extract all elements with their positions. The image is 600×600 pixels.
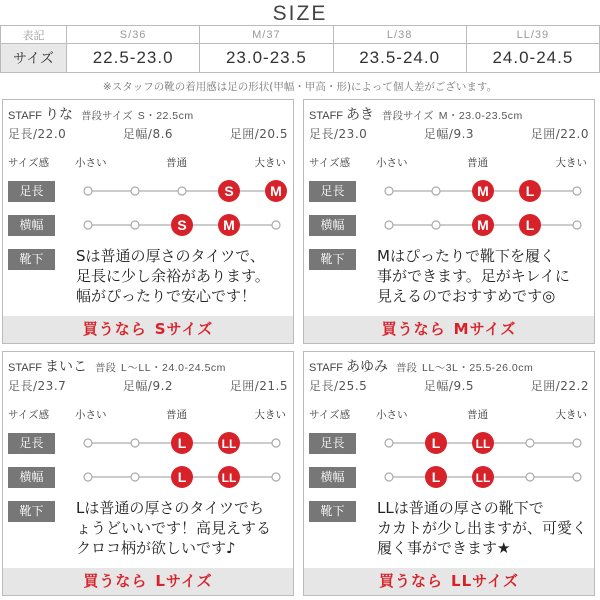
width-tag: 横幅 xyxy=(309,215,356,236)
size-title: SIZE xyxy=(272,2,328,25)
buy-label: 買うなら xyxy=(83,572,148,590)
scale-dot xyxy=(84,187,92,195)
scale-dot xyxy=(385,187,393,195)
comment-line: Lは普通の厚さのタイツでち xyxy=(76,499,265,517)
scale-normal-label: 普通 xyxy=(166,157,187,169)
staff-info xyxy=(309,104,589,122)
staff-name: まいこ xyxy=(45,359,88,375)
comment-line: ょうどいいです！高見えする xyxy=(76,519,272,537)
width-fit-row xyxy=(8,465,290,489)
size-notation-row xyxy=(1,26,600,44)
scale-dot xyxy=(385,221,393,229)
staff-comment xyxy=(377,246,591,306)
scale-big-label: 大きい xyxy=(555,157,587,169)
width-fit-row xyxy=(8,213,290,237)
recommendation-footer xyxy=(304,316,594,343)
staff-tag: STAFF xyxy=(8,110,43,122)
width-fit-scale xyxy=(379,465,589,489)
usual-size-value: L〜LL・24.0-24.5cm xyxy=(121,362,226,374)
width-tag: 横幅 xyxy=(8,215,55,236)
scale-dot xyxy=(84,473,92,481)
comment-line: 見えるのでおすすめです◎ xyxy=(377,287,556,305)
usual-size-value: M・23.0-23.5cm xyxy=(438,110,523,122)
foot-width: 足幅/8.6 xyxy=(122,127,174,141)
range-cell: 24.0-24.5 xyxy=(466,44,599,73)
foot-length: 足長/25.5 xyxy=(309,379,368,393)
scale-dot xyxy=(526,473,534,481)
comment-line: LLは普通の厚さの靴下で xyxy=(377,499,544,517)
scale-title: サイズ感 xyxy=(8,409,50,421)
scale-dot xyxy=(432,221,440,229)
size-marker-label: M xyxy=(270,183,282,199)
scale-dot xyxy=(272,221,280,229)
notation-cell: LL/39 xyxy=(466,26,599,44)
scale-big-label: 大きい xyxy=(254,157,286,169)
size-marker-label: LL xyxy=(475,437,491,451)
notation-label: 表記 xyxy=(1,26,67,44)
foot-width: 足幅/9.5 xyxy=(423,379,475,393)
foot-measurements xyxy=(8,377,288,393)
scale-small-label: 小さい xyxy=(75,157,107,169)
scale-header xyxy=(309,407,591,423)
fit-note: ※スタッフの靴の着用感は足の形状(甲幅・甲高・形)によって個人差がございます。 xyxy=(102,81,498,93)
scale-title: サイズ感 xyxy=(8,157,50,169)
scale-dot xyxy=(131,473,139,481)
scale-dot xyxy=(432,187,440,195)
scale-small-label: 小さい xyxy=(376,157,408,169)
length-fit-scale xyxy=(78,431,288,455)
size-marker-label: LL xyxy=(221,437,237,451)
buy-size: LLサイズ xyxy=(451,572,519,590)
shoe-tag: 靴下 xyxy=(8,501,55,522)
notation-cell: S/36 xyxy=(67,26,200,44)
scale-dot xyxy=(272,473,280,481)
foot-width: 足幅/9.3 xyxy=(423,127,475,141)
comment-line: カカトが少し出ますが、可愛く xyxy=(377,519,588,537)
width-fit-scale xyxy=(379,213,589,237)
scale-dot xyxy=(84,439,92,447)
foot-measurements xyxy=(309,377,589,393)
size-marker-label: M xyxy=(223,217,235,233)
staff-info xyxy=(8,104,288,122)
shoe-tag: 靴下 xyxy=(309,249,356,270)
staff-card xyxy=(303,99,595,344)
staff-tag: STAFF xyxy=(309,110,344,122)
length-fit-row xyxy=(8,431,290,455)
scale-dot xyxy=(84,221,92,229)
comment-line: 幅がぴったりで安心です！ xyxy=(76,287,257,305)
scale-header xyxy=(309,155,591,171)
staff-name: りな xyxy=(45,107,74,123)
buy-label: 買うなら xyxy=(82,320,147,338)
scale-small-label: 小さい xyxy=(376,409,408,421)
size-marker-label: M xyxy=(477,183,489,199)
scale-dot xyxy=(131,439,139,447)
width-fit-row xyxy=(309,465,591,489)
usual-size-label: 普段 xyxy=(95,362,117,374)
size-label: サイズ xyxy=(1,44,67,73)
shoe-tag: 靴下 xyxy=(8,249,55,270)
comment-line: 履く事ができます★ xyxy=(377,539,511,557)
staff-name: あゆみ xyxy=(346,359,389,375)
range-cell: 23.0-23.5 xyxy=(200,44,333,73)
staff-card xyxy=(2,99,294,344)
recommendation-footer xyxy=(3,568,293,595)
scale-header xyxy=(8,407,290,423)
buy-size: Sサイズ xyxy=(154,320,214,338)
staff-info xyxy=(309,356,589,374)
foot-girth: 足囲/22.0 xyxy=(530,127,589,141)
scale-dot xyxy=(573,221,581,229)
scale-dot xyxy=(178,187,186,195)
foot-measurements xyxy=(8,125,288,141)
scale-dot xyxy=(526,439,534,447)
size-marker-label: L xyxy=(431,435,441,451)
range-cell: 23.5-24.0 xyxy=(333,44,466,73)
scale-dot xyxy=(573,187,581,195)
recommendation-footer xyxy=(304,568,594,595)
foot-length: 足長/23.0 xyxy=(309,127,368,141)
staff-info xyxy=(8,356,288,374)
size-marker-label: L xyxy=(525,217,535,233)
size-marker-label: L xyxy=(431,469,441,485)
scale-dot xyxy=(131,187,139,195)
scale-small-label: 小さい xyxy=(75,409,107,421)
scale-big-label: 大きい xyxy=(555,409,587,421)
usual-size-value: LL〜3L・25.5-26.0cm xyxy=(422,362,534,374)
foot-width: 足幅/9.2 xyxy=(122,379,174,393)
size-range-row xyxy=(1,44,600,73)
foot-girth: 足囲/22.2 xyxy=(530,379,589,393)
comment-line: Mはぴったりで靴下を履く xyxy=(377,247,555,265)
size-marker-label: LL xyxy=(221,471,237,485)
scale-dot xyxy=(385,473,393,481)
scale-normal-label: 普通 xyxy=(467,409,488,421)
usual-size-value: S・22.5cm xyxy=(137,110,194,122)
scale-big-label: 大きい xyxy=(254,409,286,421)
staff-tag: STAFF xyxy=(8,362,43,374)
size-marker-label: L xyxy=(177,435,187,451)
staff-comment xyxy=(377,498,591,558)
foot-length: 足長/23.7 xyxy=(8,379,67,393)
width-fit-scale xyxy=(78,213,288,237)
comment-line: 事ができます。足がキレイに xyxy=(377,267,570,285)
scale-dot xyxy=(272,439,280,447)
length-tag: 足長 xyxy=(309,181,356,202)
foot-girth: 足囲/21.5 xyxy=(229,379,288,393)
usual-size-label: 普段サイズ xyxy=(382,110,434,122)
width-tag: 横幅 xyxy=(8,467,55,488)
size-marker-label: L xyxy=(525,183,535,199)
length-tag: 足長 xyxy=(8,181,55,202)
buy-label: 買うなら xyxy=(381,320,446,338)
size-table xyxy=(0,25,600,73)
length-fit-row xyxy=(309,179,591,203)
range-cell: 22.5-23.0 xyxy=(67,44,200,73)
size-marker-label: S xyxy=(224,183,234,199)
size-marker-label: LL xyxy=(475,471,491,485)
scale-normal-label: 普通 xyxy=(166,409,187,421)
scale-header xyxy=(8,155,290,171)
foot-length: 足長/22.0 xyxy=(8,127,67,141)
scale-normal-label: 普通 xyxy=(467,157,488,169)
size-marker-label: L xyxy=(177,469,187,485)
notation-cell: M/37 xyxy=(200,26,333,44)
width-fit-row xyxy=(309,213,591,237)
size-marker-label: S xyxy=(177,217,187,233)
length-fit-scale xyxy=(379,431,589,455)
length-fit-row xyxy=(8,179,290,203)
scale-dot xyxy=(385,439,393,447)
length-fit-scale xyxy=(379,179,589,203)
staff-comment xyxy=(76,246,290,306)
length-fit-scale xyxy=(78,179,288,203)
recommendation-footer xyxy=(3,316,293,343)
foot-measurements xyxy=(309,125,589,141)
staff-card xyxy=(303,351,595,596)
staff-card xyxy=(2,351,294,596)
staff-comment xyxy=(76,498,290,558)
length-fit-row xyxy=(309,431,591,455)
length-tag: 足長 xyxy=(309,433,356,454)
buy-size: Lサイズ xyxy=(155,572,213,590)
width-fit-scale xyxy=(78,465,288,489)
scale-dot xyxy=(573,473,581,481)
foot-girth: 足囲/20.5 xyxy=(229,127,288,141)
usual-size-label: 普段サイズ xyxy=(81,110,133,122)
notation-cell: L/38 xyxy=(333,26,466,44)
staff-name: あき xyxy=(346,107,375,123)
size-marker-label: M xyxy=(477,217,489,233)
comment-line: クロコ柄が欲しいです♪ xyxy=(76,539,236,557)
buy-label: 買うなら xyxy=(379,572,444,590)
scale-title: サイズ感 xyxy=(309,157,351,169)
comment-line: Sは普通の厚さのタイツで、 xyxy=(76,247,265,265)
staff-tag: STAFF xyxy=(309,362,344,374)
usual-size-label: 普段 xyxy=(396,362,418,374)
scale-title: サイズ感 xyxy=(309,409,351,421)
comment-line: 足長に少し余裕があります。 xyxy=(76,267,270,285)
length-tag: 足長 xyxy=(8,433,55,454)
scale-dot xyxy=(131,221,139,229)
buy-size: Mサイズ xyxy=(453,320,517,338)
shoe-tag: 靴下 xyxy=(309,501,356,522)
width-tag: 横幅 xyxy=(309,467,356,488)
scale-dot xyxy=(573,439,581,447)
